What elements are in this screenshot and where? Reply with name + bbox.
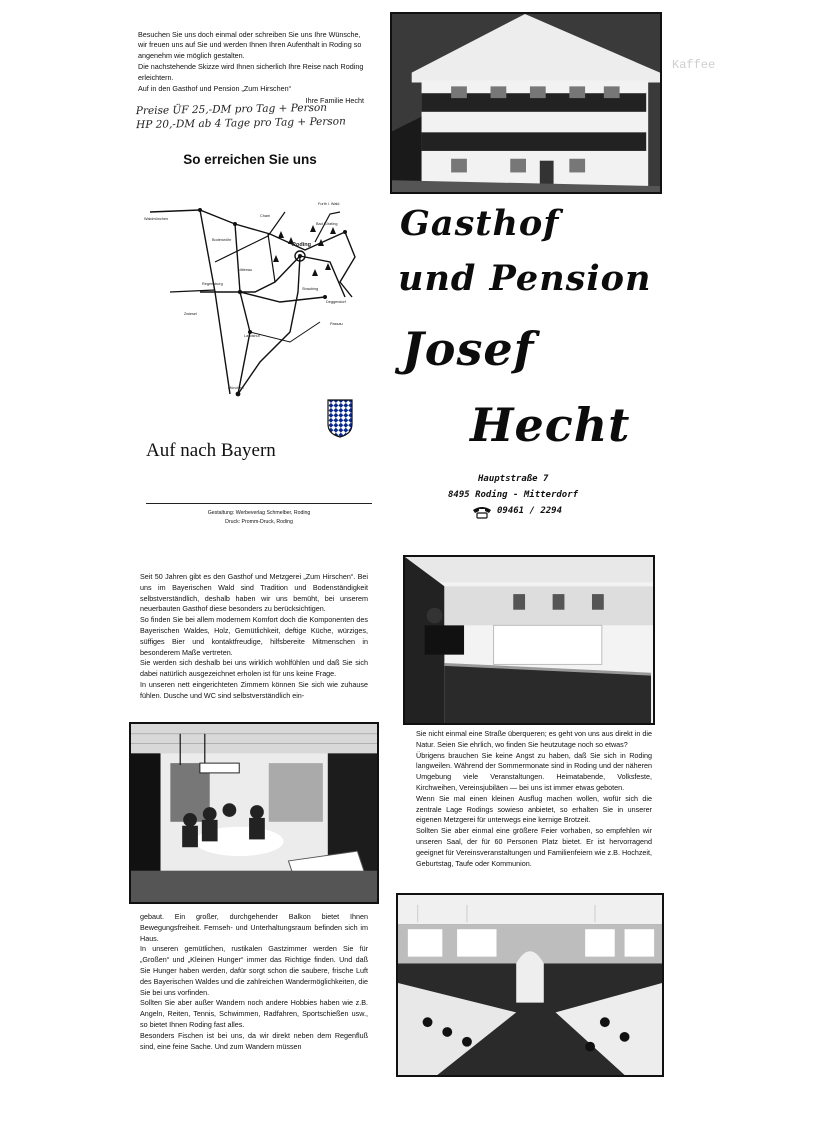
map-label: Cham (260, 214, 271, 218)
slogan: Auf nach Bayern (146, 440, 276, 461)
text-paragraph: Seit 50 Jahren gibt es den Gasthof und Metzgerei „Zum Hirschen“. Bei uns im Bayerischen Wald sind Tradition und Bodenständigkeit selbstverständlich, deshalb haben wir uns bemüht, bei unserem neuerbauten Gasthof diese besonders zu berücksichtigen. (140, 572, 368, 614)
map-label: Straubing (302, 287, 319, 291)
map-label: Bad Kötzting (316, 222, 338, 226)
handwritten-line: Preise ÜF 25,-DM pro Tag + Person (135, 101, 328, 118)
intro-paragraph: Besuchen Sie uns doch einmal oder schreiben Sie uns Ihre Wünsche, wir freuen uns auf Sie und werden Ihnen Ihren Aufenthalt in Roding so angenehm wie möglich gestalten. (138, 30, 362, 60)
telephone-icon (471, 505, 493, 519)
map-label: München (228, 386, 244, 390)
map-label: Nittenau (238, 268, 253, 272)
map-label: Roding (292, 242, 311, 248)
show-through-text: Kaffee (672, 58, 716, 72)
map-label: Deggendorf (326, 300, 346, 304)
text-paragraph: So finden Sie bei allem modernem Komfort doch die Komponenten des Bayerischen Waldes, Holz, Gemütlichkeit, deftige Küche, würziges, süffiges Bier und kontaktfreudige, hilfsbereite Mitmenschen in besonderem Maße vertreten. (140, 615, 368, 657)
text-paragraph: In unseren gemütlichen, rustikalen Gastzimmer werden Sie für „Großen“ und „Kleinen Hunger“ immer das Richtige finden. Und daß Sie Hunger haben werden, dafür sorgt schon die saubere, frische Luft des Bayerischen Waldes und die zahlreichen Wandermöglichkeiten, die Sie bei uns vorfinden. (140, 944, 368, 997)
print-credits (146, 503, 372, 527)
address-city: 8495 Roding - Mitterdorf (448, 490, 579, 500)
text-paragraph: In unseren nett eingerichteten Zimmern können Sie sich wie zuhause fühlen. Dusche und WC sind selbstverständlich ein- (140, 679, 368, 700)
brand-line-2: und Pension (398, 258, 652, 299)
banquet-hall-photo (396, 893, 664, 1077)
text-paragraph: gebaut. Ein großer, durchgehender Balkon bietet Ihnen Bewegungsfreiheit. Fernseh- und Unterhaltungsraum befinden sich im Haus. (140, 912, 368, 943)
brand-line-4: Hecht (470, 398, 631, 452)
brand-line-3: Josef (402, 322, 535, 376)
map-label: Landshut (244, 334, 260, 338)
text-paragraph: Sollten Sie aber einmal eine größere Feier vorhaben, so empfehlen wir unseren Saal, der für 60 Personen Platz bietet. Er ist hervorragend geeignet für Vereinsveranstaltungen und Familienfeiern wie z.B. Hochzeit, Geburtstag, Taufe oder Kommunion. (416, 826, 652, 868)
handwritten-prices (136, 101, 376, 132)
route-title: So erreichen Sie uns (183, 152, 317, 167)
text-column-bottom-left (140, 912, 368, 1052)
map-label: Passau (330, 322, 343, 326)
intro-paragraph: Die nachstehende Skizze wird Ihnen sicherlich Ihre Reise nach Roding erleichtern. (138, 62, 364, 82)
dining-hall-photo (403, 555, 655, 725)
text-column-left (140, 572, 368, 702)
address-phone: 09461 / 2294 (497, 506, 563, 516)
text-paragraph: Sollten Sie aber außer Wandern noch andere Hobbies haben wie z.B. Angeln, Reiten, Tennis, Schwimmen, Radfahren, Sportschießen usw., so bietet Ihnen Roding fast alles. (140, 998, 368, 1029)
bavarian-diamond-crest-icon (326, 398, 354, 438)
map-label: Zwiesel (184, 312, 197, 316)
intro-signature: Ihre Familie Hecht (305, 95, 364, 105)
credit-design: Gestaltung: Werbeverlag Schmelber, Roding (207, 510, 311, 516)
map-label: Regensburg (202, 282, 223, 286)
text-paragraph: Sie werden sich deshalb bei uns wirklich wohlfühlen und daß Sie sich dabei natürlich ausgezeichnet erholen ist für uns keine Frage. (140, 658, 368, 679)
map-label: Bodenwöhr (212, 238, 232, 242)
text-column-right (416, 729, 652, 869)
text-paragraph: Sie nicht einmal eine Straße überqueren; es geht von uns aus direkt in die Natur. Seien Sie ehrlich, wo finden Sie heutzutage noch so etwas? (416, 729, 652, 749)
guesthouse-exterior-photo (390, 12, 662, 194)
credit-print: Druck: Promm-Druck, Roding (225, 518, 293, 525)
brand-line-1: Gasthof (400, 203, 560, 244)
text-paragraph: Übrigens brauchen Sie keine Angst zu haben, daß Sie sich in Roding langweilen. Während der Sommermonate sind in Roding und der näheren Umgebung viele Veranstaltungen. Heimatabende, Volksfeste, Kirchweihen, Vereinsjubiläen — bei uns ist immer etwas geboten. (416, 750, 652, 792)
text-paragraph: Besonders Fischen ist bei uns, da wir direkt neben dem Regenfluß sind, eine feine Sache. Und zum Wandern müssen (140, 1030, 368, 1051)
map-label: Waldmünchen (144, 217, 169, 221)
intro-text (138, 30, 370, 107)
text-paragraph: Wenn Sie mal einen kleinen Ausflug machen wollen, wofür sich die zentrale Lage Rodings sowieso anbietet, so erhalten Sie in unserer eigenen Metzgerei für unterwegs eine kernige Brotzeit. (416, 793, 652, 825)
address-street: Hauptstraße 7 (478, 474, 549, 484)
guest-room-photo (129, 722, 379, 904)
handwritten-line: HP 20,-DM ab 4 Tage pro Tag + Person (136, 115, 346, 131)
intro-paragraph: Auf in den Gasthof und Pension „Zum Hirschen“ (138, 84, 292, 94)
map-label: Furth i. Wald (318, 202, 340, 206)
route-map (140, 172, 362, 398)
